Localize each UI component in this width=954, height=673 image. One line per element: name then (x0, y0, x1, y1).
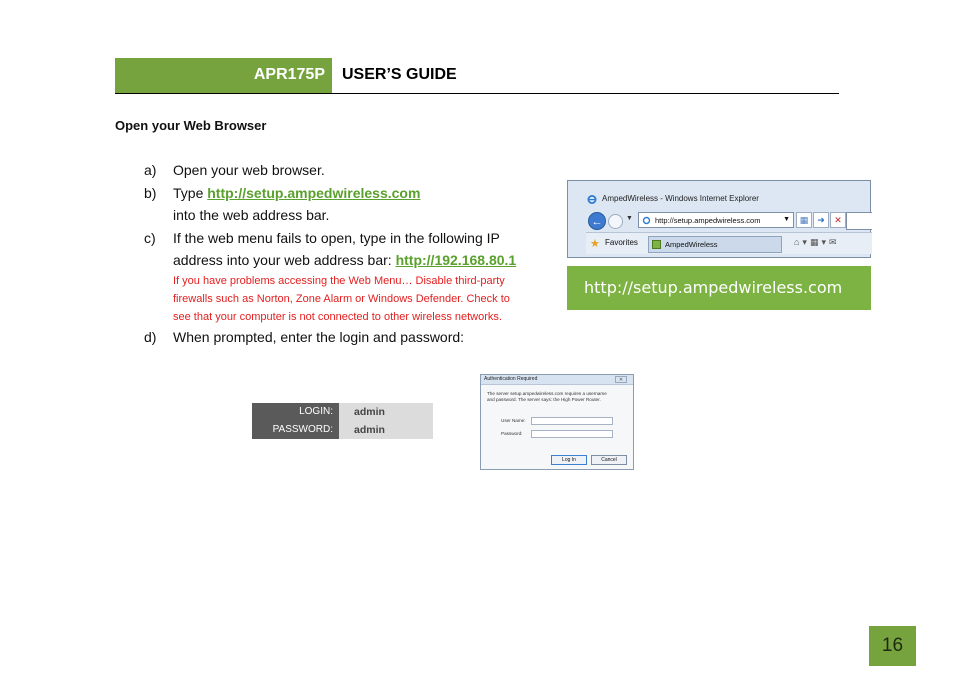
password-row (252, 421, 433, 439)
step-d-text: When prompted, enter the login and password: (173, 329, 465, 345)
auth-message-line-1: The server setup.ampedwireless.com requires a username (487, 391, 607, 396)
password-label: PASSWORD: (252, 421, 339, 439)
page-number: 16 (881, 635, 904, 656)
browser-tab[interactable] (648, 236, 782, 253)
cancel-button[interactable]: Cancel (591, 455, 627, 465)
history-dropdown-icon[interactable]: ▼ (626, 215, 633, 222)
password-value: admin (339, 421, 433, 439)
step-c-line1: If the web menu fails to open, type in the following IP (173, 230, 500, 246)
favorites-bar (586, 232, 872, 254)
warning-line-3: see that your computer is not connected to other wireless networks. (173, 311, 502, 323)
step-d-letter: d) (144, 329, 157, 345)
compatibility-icon[interactable]: ▦ (796, 212, 812, 228)
ip-address-link[interactable]: http://192.168.80.1 (395, 252, 517, 268)
auth-message (487, 391, 627, 403)
header-guide-title: USER’S GUIDE (342, 66, 457, 83)
ie-logo-icon (587, 195, 597, 204)
header-model-box (115, 58, 332, 93)
stop-icon[interactable]: ✕ (830, 212, 846, 228)
go-arrow-icon[interactable]: ➜ (813, 212, 829, 228)
login-label: LOGIN: (252, 403, 339, 421)
username-label: User Name: (501, 418, 526, 423)
favorites-star-icon[interactable]: ★ (590, 238, 600, 250)
login-row (252, 403, 433, 421)
url-banner-text: http://setup.ampedwireless.com (584, 278, 843, 297)
warning-line-1: If you have problems accessing the Web Menu… Disable third-party (173, 275, 505, 287)
favorites-button[interactable]: Favorites (605, 238, 638, 247)
browser-screenshot (567, 180, 871, 258)
header-divider (115, 93, 839, 94)
toolbar-icons[interactable]: ⌂▾▦▾✉ (794, 237, 840, 247)
auth-password-label: Password: (501, 431, 523, 436)
step-b-prefix: Type (173, 185, 208, 201)
page-number-box (869, 626, 916, 666)
auth-message-line-2: and password. The server says: the High Power Router. (487, 397, 601, 402)
credentials-table (252, 403, 433, 439)
forward-arrow-icon[interactable] (608, 214, 623, 229)
step-a-text: Open your web browser. (173, 162, 325, 178)
auth-dialog-title: Authentication Required (484, 376, 538, 382)
setup-url-link[interactable]: http://setup.ampedwireless.com (207, 185, 421, 201)
username-input[interactable] (531, 417, 613, 425)
step-c-line2-text (173, 249, 516, 271)
password-input[interactable] (531, 430, 613, 438)
url-banner (567, 266, 871, 310)
auth-dialog (480, 374, 634, 470)
login-value: admin (339, 403, 433, 421)
tab-page-icon (652, 240, 661, 249)
step-b-line2-text: into the web address bar. (173, 207, 330, 223)
browser-window-title: AmpedWireless - Windows Internet Explorer (602, 194, 759, 203)
address-bar[interactable] (638, 212, 794, 228)
step-c-letter: c) (144, 230, 156, 246)
back-arrow-icon[interactable]: ← (588, 212, 606, 230)
page-icon (642, 216, 651, 225)
browser-tab-label: AmpedWireless (665, 240, 718, 249)
address-bar-url: http://setup.ampedwireless.com (655, 216, 761, 225)
close-icon[interactable]: ✕ (615, 376, 627, 383)
section-title: Open your Web Browser (115, 118, 267, 133)
header-model: APR175P (253, 66, 325, 83)
step-b-text (173, 182, 420, 204)
step-b-letter: b) (144, 185, 157, 201)
warning-line-2: firewalls such as Norton, Zone Alarm or Windows Defender. Check to (173, 293, 510, 305)
search-box[interactable] (846, 212, 872, 230)
auth-titlebar (481, 375, 633, 385)
log-in-button[interactable]: Log In (551, 455, 587, 465)
step-a-letter: a) (144, 162, 157, 178)
address-dropdown-icon[interactable]: ▼ (783, 216, 790, 223)
step-c-prefix: address into your web address bar: (173, 252, 396, 268)
